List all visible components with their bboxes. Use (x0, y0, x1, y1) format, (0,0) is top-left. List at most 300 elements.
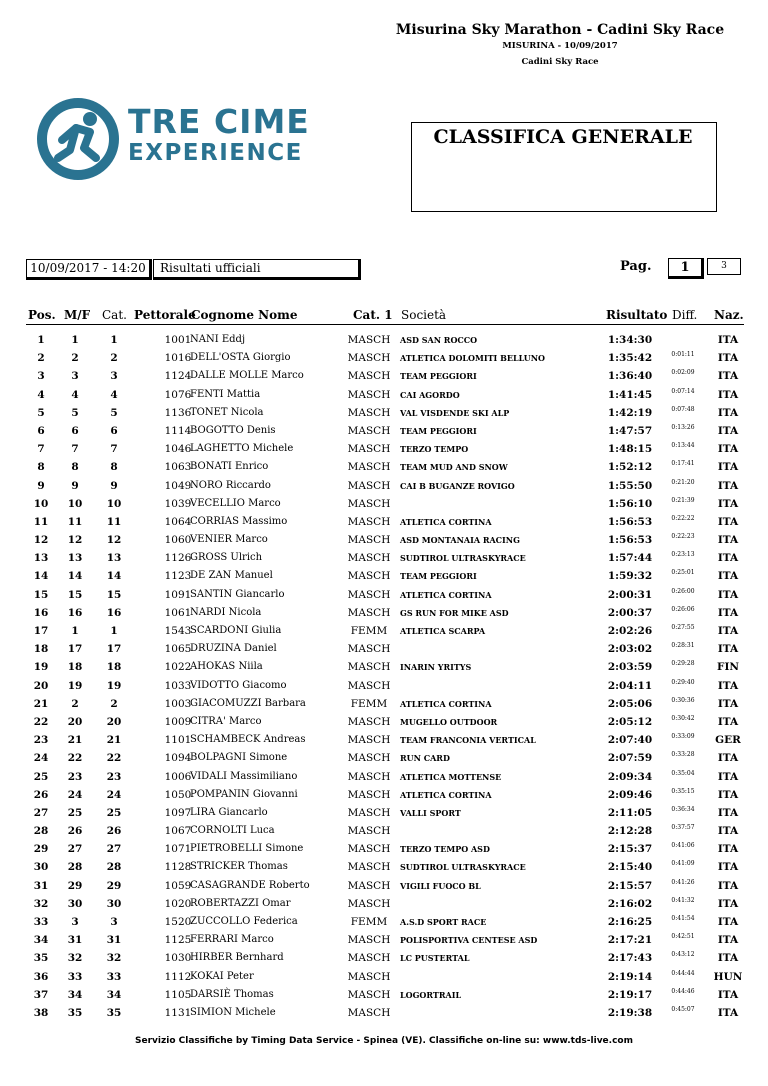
table-row (26, 422, 744, 440)
cell-name: AHOKAS Niila (190, 661, 263, 673)
cell-naz: ITA (717, 879, 739, 892)
cell-name: DARSIÈ Thomas (190, 988, 274, 1000)
cell-naz: ITA (717, 770, 739, 783)
cell-pos: 18 (33, 643, 49, 656)
col-mf: M/F (64, 308, 91, 322)
cell-mf: 31 (67, 934, 83, 947)
table-row (26, 440, 744, 458)
col-pos: Pos. (28, 308, 56, 322)
table-row (26, 949, 744, 967)
cell-cat1: MASCH (347, 515, 391, 528)
cell-naz: ITA (717, 370, 739, 383)
table-row (26, 786, 744, 804)
cell-naz: HUN (713, 970, 743, 983)
cell-cat: 15 (106, 588, 122, 601)
cell-name: CITRA' Marco (190, 715, 262, 727)
cell-pos: 24 (33, 752, 49, 765)
cell-risultato: 2:00:37 (607, 606, 653, 619)
cell-pos: 10 (33, 497, 49, 510)
cell-cat1: MASCH (347, 679, 391, 692)
cell-diff: 0:45:07 (671, 1005, 695, 1013)
cell-pettorale: 1114 (164, 424, 192, 437)
cell-pettorale: 1097 (164, 806, 192, 819)
cell-naz: ITA (717, 606, 739, 619)
table-row (26, 858, 744, 876)
cell-diff: 0:02:09 (671, 369, 695, 377)
table-row (26, 622, 744, 640)
cell-pettorale: 1128 (164, 861, 192, 874)
cell-cat1: MASCH (347, 934, 391, 947)
cell-risultato: 1:56:53 (607, 515, 653, 528)
cell-pos: 2 (37, 352, 45, 365)
cell-cat: 35 (106, 1006, 122, 1019)
cell-mf: 16 (67, 606, 83, 619)
cell-cat: 25 (106, 806, 122, 819)
cell-cat: 4 (110, 388, 118, 401)
cell-cat1: FEMM (350, 697, 388, 710)
cell-diff: 0:41:09 (671, 860, 695, 868)
cell-name: BOGOTTO Denis (190, 424, 276, 436)
cell-naz: GER (715, 734, 741, 747)
cell-diff: 0:25:01 (671, 569, 695, 577)
cell-cat1: MASCH (347, 734, 391, 747)
cell-mf: 23 (67, 770, 83, 783)
cell-cat1: MASCH (347, 843, 391, 856)
cell-cat1: MASCH (347, 479, 391, 492)
cell-mf: 29 (67, 879, 83, 892)
cell-naz: ITA (717, 715, 739, 728)
cell-pettorale: 1060 (164, 534, 192, 547)
cell-cat: 19 (106, 679, 122, 692)
cell-naz: ITA (717, 825, 739, 838)
cell-mf: 28 (67, 861, 83, 874)
cell-pettorale: 1101 (164, 734, 192, 747)
cell-cat: 12 (106, 534, 122, 547)
cell-naz: ITA (717, 588, 739, 601)
cell-naz: ITA (717, 952, 739, 965)
cell-cat: 10 (106, 497, 122, 510)
cell-cat1: MASCH (347, 370, 391, 383)
col-societa: Società (401, 308, 447, 322)
cell-pos: 20 (33, 679, 49, 692)
table-row (26, 513, 744, 531)
cell-name: GIACOMUZZI Barbara (190, 697, 306, 709)
cell-diff: 0:41:06 (671, 842, 695, 850)
logo-text-line2: EXPERIENCE (128, 140, 303, 166)
cell-diff: 0:42:51 (671, 933, 695, 941)
cell-naz: ITA (717, 552, 739, 565)
col-pettorale: Pettorale (134, 308, 196, 322)
cell-name: KOKAI Peter (190, 970, 254, 982)
cell-naz: ITA (717, 679, 739, 692)
cell-cat1: MASCH (347, 461, 391, 474)
cell-cat1: MASCH (347, 861, 391, 874)
table-row (26, 677, 744, 695)
cell-pos: 30 (33, 861, 49, 874)
cell-diff: 0:35:15 (671, 787, 695, 795)
cell-cat: 34 (106, 988, 122, 1001)
cell-cat1: MASCH (347, 552, 391, 565)
cell-mf: 3 (71, 370, 79, 383)
cell-pos: 8 (37, 461, 45, 474)
cell-cat1: MASCH (347, 806, 391, 819)
datetime-box: 10/09/2017 - 14:20 (26, 259, 152, 280)
cell-pettorale: 1009 (164, 715, 192, 728)
cell-cat: 3 (110, 916, 118, 928)
cell-cat: 26 (106, 825, 122, 838)
cell-risultato: 2:07:59 (607, 752, 653, 765)
table-row (26, 986, 744, 1004)
cell-mf: 26 (67, 825, 83, 838)
col-name: Cognome Nome (191, 308, 298, 322)
cell-societa: VALLI SPORT (400, 807, 461, 818)
table-row (26, 477, 744, 495)
cell-diff: 0:30:42 (671, 714, 695, 722)
race-name: Cadini Sky Race (521, 57, 599, 67)
table-row (26, 840, 744, 858)
cell-name: VIDALI Massimiliano (190, 770, 298, 782)
cell-naz: ITA (717, 1006, 739, 1019)
cell-name: BONATI Enrico (190, 461, 269, 473)
cell-pos: 3 (37, 370, 45, 383)
cell-cat: 14 (106, 570, 122, 583)
cell-risultato: 2:15:37 (607, 843, 653, 856)
cell-mf: 3 (71, 916, 79, 928)
table-row (26, 731, 744, 749)
cell-mf: 19 (67, 679, 83, 692)
cell-pos: 9 (37, 479, 45, 492)
cell-diff: 0:21:39 (671, 496, 695, 504)
cell-risultato: 1:56:10 (607, 497, 653, 510)
cell-naz: ITA (717, 461, 739, 474)
cell-pos: 5 (37, 406, 45, 419)
cell-societa: TEAM FRANCONIA VERTICAL (400, 735, 536, 746)
cell-diff: 0:41:54 (671, 915, 695, 922)
cell-name: HIRBER Bernhard (190, 952, 284, 964)
cell-diff: 0:01:11 (671, 351, 695, 359)
cell-pos: 7 (37, 443, 45, 456)
event-subtitle: MISURINA - 10/09/2017 (502, 41, 618, 51)
table-row (26, 604, 744, 622)
cell-pettorale: 1124 (164, 370, 192, 383)
cell-pettorale: 1046 (164, 443, 192, 456)
cell-pettorale: 1020 (164, 897, 192, 910)
page-current: 1 (668, 258, 704, 279)
cell-cat: 22 (106, 752, 122, 765)
cell-mf: 17 (67, 643, 83, 656)
cell-societa: TEAM PEGGIORI (400, 371, 477, 382)
table-row (26, 931, 744, 949)
cell-mf: 21 (67, 734, 83, 747)
cell-societa: A.S.D SPORT RACE (400, 917, 487, 927)
cell-risultato: 2:07:40 (607, 734, 653, 747)
cell-cat1: MASCH (347, 588, 391, 601)
cell-diff: 0:33:28 (671, 751, 695, 759)
cell-mf: 6 (71, 424, 79, 437)
cell-pettorale: 1126 (164, 552, 192, 565)
cell-risultato: 1:42:19 (607, 406, 653, 419)
cell-pos: 12 (33, 534, 49, 547)
cell-societa: ATLETICA MOTTENSE (400, 771, 502, 782)
cell-naz: ITA (717, 443, 739, 456)
table-row (26, 386, 744, 404)
cell-cat: 5 (110, 406, 118, 419)
cell-naz: ITA (717, 388, 739, 401)
cell-cat1: MASCH (347, 661, 391, 674)
cell-name: NARDI Nicola (190, 606, 262, 618)
cell-name: PIETROBELLI Simone (190, 843, 304, 855)
cell-cat: 2 (110, 352, 118, 365)
cell-cat1: MASCH (347, 752, 391, 765)
cell-pettorale: 1059 (164, 879, 192, 892)
cell-name: DELL'OSTA Giorgio (190, 352, 291, 364)
cell-mf: 5 (71, 406, 79, 419)
cell-mf: 33 (67, 970, 83, 983)
col-cat1: Cat. 1 (353, 308, 393, 322)
cell-pettorale: 1543 (164, 625, 192, 637)
logo-text-line1: TRE CIME (128, 102, 310, 141)
cell-cat1: MASCH (347, 424, 391, 437)
cell-pettorale: 1016 (164, 352, 192, 365)
table-row (26, 531, 744, 549)
col-diff: Diff. (672, 308, 698, 322)
cell-diff: 0:26:06 (671, 605, 695, 613)
cell-naz: ITA (717, 352, 739, 365)
cell-societa: ATLETICA DOLOMITI BELLUNO (400, 353, 546, 364)
cell-cat1: MASCH (347, 406, 391, 419)
cell-cat: 30 (106, 897, 122, 910)
cell-risultato: 1:59:32 (607, 570, 653, 583)
cell-diff: 0:43:12 (671, 951, 695, 959)
cell-risultato: 1:34:30 (607, 334, 653, 346)
cell-societa: INARIN YRITYS (400, 662, 472, 673)
cell-societa: VAL VISDENDE SKI ALP (400, 407, 510, 418)
cell-mf: 1 (71, 334, 79, 346)
cell-mf: 15 (67, 588, 83, 601)
cell-mf: 27 (67, 843, 83, 856)
cell-name: GROSS Ulrich (190, 552, 263, 564)
cell-cat1: FEMM (350, 916, 388, 928)
cell-societa: SUDTIROL ULTRASKYRACE (400, 862, 526, 873)
cell-societa: SUDTIROL ULTRASKYRACE (400, 553, 526, 564)
cell-name: SIMION Michele (190, 1006, 276, 1018)
table-header (26, 306, 744, 325)
cell-mf: 9 (71, 479, 79, 492)
table-row (26, 404, 744, 422)
cell-naz: ITA (717, 515, 739, 528)
cell-pettorale: 1033 (164, 679, 192, 692)
table-row (26, 658, 744, 676)
cell-pos: 16 (33, 606, 49, 619)
cell-mf: 20 (67, 715, 83, 728)
cell-risultato: 2:19:38 (607, 1006, 653, 1019)
cell-mf: 18 (67, 661, 83, 674)
cell-diff: 0:23:13 (671, 551, 695, 559)
cell-cat: 28 (106, 861, 122, 874)
cell-name: SANTIN Giancarlo (190, 588, 285, 600)
cell-mf: 34 (67, 988, 83, 1001)
cell-diff: 0:27:55 (671, 624, 695, 631)
cell-naz: ITA (717, 424, 739, 437)
cell-pettorale: 1003 (164, 697, 192, 710)
cell-risultato: 1:57:44 (607, 552, 653, 565)
cell-diff: 0:07:14 (671, 387, 695, 395)
cell-pettorale: 1065 (164, 643, 192, 656)
cell-cat: 29 (106, 879, 122, 892)
cell-diff: 0:07:48 (671, 405, 695, 413)
cell-cat1: MASCH (347, 570, 391, 583)
cell-naz: ITA (717, 406, 739, 419)
cell-risultato: 1:35:42 (607, 352, 653, 365)
cell-cat: 21 (106, 734, 122, 747)
cell-societa: POLISPORTIVA CENTESE ASD (400, 935, 538, 946)
cell-pettorale: 1049 (164, 479, 192, 492)
cell-cat: 3 (110, 370, 118, 383)
cell-mf: 1 (71, 625, 79, 637)
cell-naz: FIN (717, 661, 739, 674)
cell-cat1: MASCH (347, 788, 391, 801)
cell-risultato: 1:36:40 (607, 370, 653, 383)
cell-mf: 10 (67, 497, 83, 510)
cell-pos: 4 (37, 388, 45, 401)
cell-cat: 23 (106, 770, 122, 783)
cell-risultato: 2:03:59 (607, 661, 653, 674)
cell-naz: ITA (717, 934, 739, 947)
cell-societa: ATLETICA CORTINA (400, 589, 492, 600)
col-naz: Naz. (714, 308, 744, 322)
cell-pettorale: 1071 (164, 843, 192, 856)
cell-pettorale: 1006 (164, 770, 192, 783)
cell-cat1: MASCH (347, 352, 391, 365)
cell-societa: TEAM PEGGIORI (400, 425, 477, 436)
page-total: 3 (707, 258, 741, 275)
cell-name: VIDOTTO Giacomo (190, 679, 287, 691)
cell-diff: 0:17:41 (671, 460, 695, 468)
cell-diff: 0:21:20 (671, 478, 695, 486)
cell-societa: MUGELLO OUTDOOR (400, 716, 498, 727)
cell-diff: 0:13:44 (671, 442, 695, 450)
cell-name: FENTI Mattia (190, 388, 261, 400)
col-cat: Cat. (102, 308, 127, 322)
cell-name: SCHAMBECK Andreas (190, 734, 306, 746)
cell-name: ROBERTAZZI Omar (190, 897, 291, 909)
cell-mf: 2 (71, 352, 79, 365)
cell-mf: 32 (67, 952, 83, 965)
cell-cat1: MASCH (347, 897, 391, 910)
cell-naz: ITA (717, 479, 739, 492)
cell-pos: 33 (33, 916, 49, 928)
cell-pos: 34 (33, 934, 49, 947)
cell-pos: 1 (37, 334, 45, 346)
cell-diff: 0:30:36 (671, 696, 695, 704)
cell-pettorale: 1076 (164, 388, 192, 401)
cell-societa: TEAM MUD AND SNOW (400, 462, 508, 473)
cell-pos: 11 (33, 515, 49, 528)
cell-diff: 0:29:40 (671, 678, 695, 686)
cell-diff: 0:35:04 (671, 769, 695, 777)
cell-pos: 6 (37, 424, 45, 437)
cell-name: CORRIAS Massimo (190, 515, 288, 527)
cell-diff: 0:41:32 (671, 896, 695, 904)
table-row (26, 877, 744, 895)
cell-name: SCARDONI Giulia (190, 625, 282, 636)
cell-pos: 27 (33, 806, 49, 819)
cell-risultato: 2:02:26 (607, 625, 653, 637)
cell-pettorale: 1131 (164, 1006, 192, 1019)
table-row (26, 640, 744, 658)
cell-cat1: MASCH (347, 388, 391, 401)
cell-pettorale: 1091 (164, 588, 192, 601)
cell-pettorale: 1112 (164, 970, 192, 983)
cell-societa: CAI AGORDO (400, 389, 460, 400)
cell-mf: 12 (67, 534, 83, 547)
cell-cat1: MASCH (347, 534, 391, 547)
cell-pos: 32 (33, 897, 49, 910)
cell-cat: 9 (110, 479, 118, 492)
table-row (26, 804, 744, 822)
cell-cat1: MASCH (347, 715, 391, 728)
table-row (26, 549, 744, 567)
cell-naz: ITA (717, 897, 739, 910)
cell-risultato: 2:16:02 (607, 897, 653, 910)
cell-diff: 0:33:09 (671, 733, 695, 741)
table-row (26, 567, 744, 585)
cell-cat: 32 (106, 952, 122, 965)
cell-naz: ITA (717, 988, 739, 1001)
cell-cat: 18 (106, 661, 122, 674)
cell-risultato: 1:47:57 (607, 424, 653, 437)
cell-naz: ITA (717, 788, 739, 801)
cell-naz: ITA (717, 916, 739, 928)
cell-cat: 13 (106, 552, 122, 565)
cell-pettorale: 1125 (164, 934, 192, 947)
cell-pettorale: 1050 (164, 788, 192, 801)
cell-cat1: MASCH (347, 825, 391, 838)
cell-diff: 0:28:31 (671, 642, 695, 650)
table-row (26, 586, 744, 604)
cell-diff: 0:36:34 (671, 805, 695, 813)
cell-pettorale: 1094 (164, 752, 192, 765)
cell-pos: 15 (33, 588, 49, 601)
cell-risultato: 1:41:45 (607, 388, 653, 401)
cell-risultato: 2:19:17 (607, 988, 653, 1001)
cell-pettorale: 1022 (164, 661, 192, 674)
cell-pos: 37 (33, 988, 49, 1001)
cell-cat: 6 (110, 424, 118, 437)
cell-name: BOLPAGNI Simone (190, 752, 288, 764)
cell-risultato: 2:15:40 (607, 861, 653, 874)
cell-risultato: 2:19:14 (607, 970, 653, 983)
cell-cat1: MASCH (347, 443, 391, 456)
cell-risultato: 2:09:34 (607, 770, 653, 783)
cell-cat: 24 (106, 788, 122, 801)
cell-pettorale: 1520 (164, 916, 192, 928)
table-row (26, 749, 744, 767)
cell-mf: 2 (71, 697, 79, 710)
cell-naz: ITA (717, 697, 739, 710)
cell-diff: 0:22:22 (671, 514, 695, 522)
cell-cat: 11 (106, 515, 122, 528)
cell-naz: ITA (717, 497, 739, 510)
table-row (26, 1004, 744, 1022)
cell-name: CASAGRANDE Roberto (190, 879, 310, 891)
cell-name: STRICKER Thomas (190, 861, 288, 873)
cell-pos: 35 (33, 952, 49, 965)
cell-naz: ITA (717, 534, 739, 547)
cell-societa: CAI B BUGANZE ROVIGO (400, 480, 515, 491)
cell-cat1: MASCH (347, 988, 391, 1001)
cell-societa: RUN CARD (400, 753, 450, 764)
